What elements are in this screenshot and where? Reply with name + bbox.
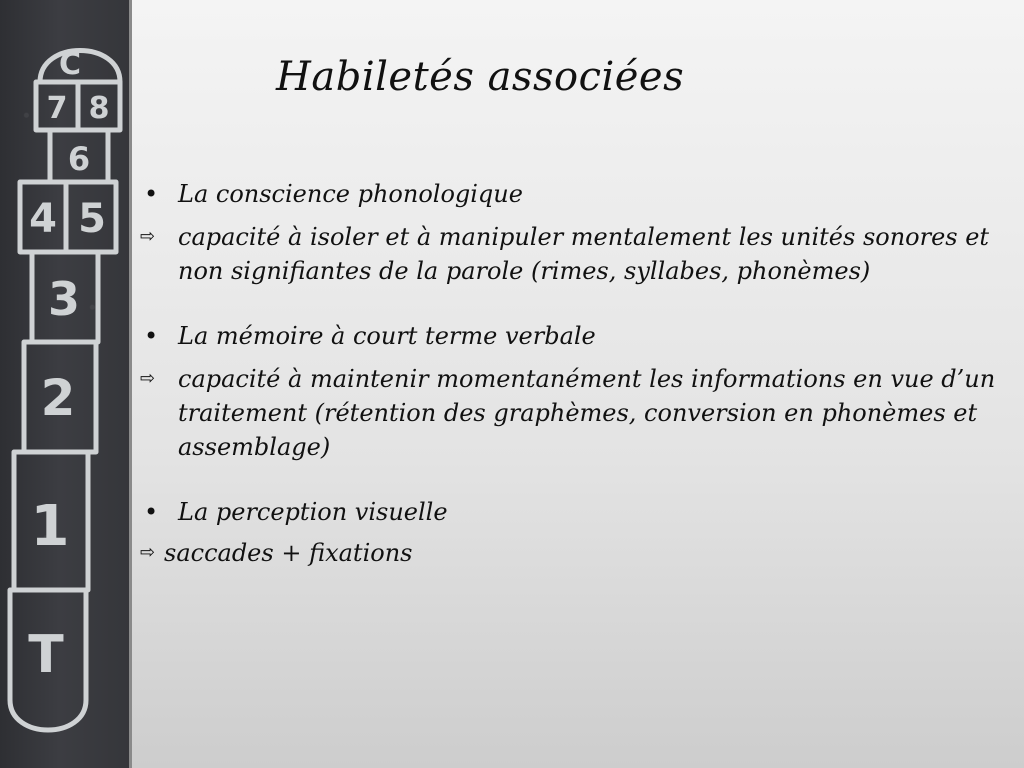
bullet-icon: • xyxy=(144,180,159,208)
description-text: capacité à maintenir momentanément les informations en vue d’un traitement (rétention des graphèmes, conversion en phonèmes et assemblage) xyxy=(178,365,996,461)
hopscotch-label-4: 4 xyxy=(29,196,57,242)
hopscotch-label-t: T xyxy=(28,625,64,685)
hopscotch-label-3: 3 xyxy=(47,272,81,326)
hopscotch-drawing xyxy=(0,0,132,768)
hopscotch-label-7: 7 xyxy=(46,91,68,126)
hopscotch-label-c: C xyxy=(58,47,82,82)
slide-title: Habiletés associées xyxy=(276,54,685,100)
bullet-text: La conscience phonologique xyxy=(178,180,523,208)
bullet-text: La perception visuelle xyxy=(178,498,448,526)
hopscotch-label-1: 1 xyxy=(30,494,70,559)
bullet-item-1 xyxy=(140,178,1020,210)
slide-content xyxy=(140,178,1020,570)
bullet-item-3 xyxy=(140,496,1020,528)
arrow-icon: ⇨ xyxy=(140,226,156,247)
description-item-1 xyxy=(140,220,1020,288)
description-text: capacité à isoler et à manipuler mentalement les unités sonores et non signifiantes de la parole (rimes, syllabes, phonèmes) xyxy=(178,223,990,285)
arrow-icon: ⇨ xyxy=(140,368,156,389)
description-text: saccades + fixations xyxy=(164,539,413,567)
bullet-item-2 xyxy=(140,320,1020,352)
strip-divider xyxy=(129,0,132,768)
hopscotch-label-8: 8 xyxy=(88,91,110,126)
description-item-3 xyxy=(140,536,1020,570)
hopscotch-label-6: 6 xyxy=(67,140,91,178)
hopscotch-label-2: 2 xyxy=(40,369,76,427)
hopscotch-photo xyxy=(0,0,132,768)
bullet-icon: • xyxy=(144,322,159,350)
bullet-text: La mémoire à court terme verbale xyxy=(178,322,596,350)
arrow-icon: ⇨ xyxy=(140,542,156,563)
hopscotch-label-5: 5 xyxy=(78,196,106,242)
description-item-2 xyxy=(140,362,1020,464)
bullet-icon: • xyxy=(144,498,159,526)
